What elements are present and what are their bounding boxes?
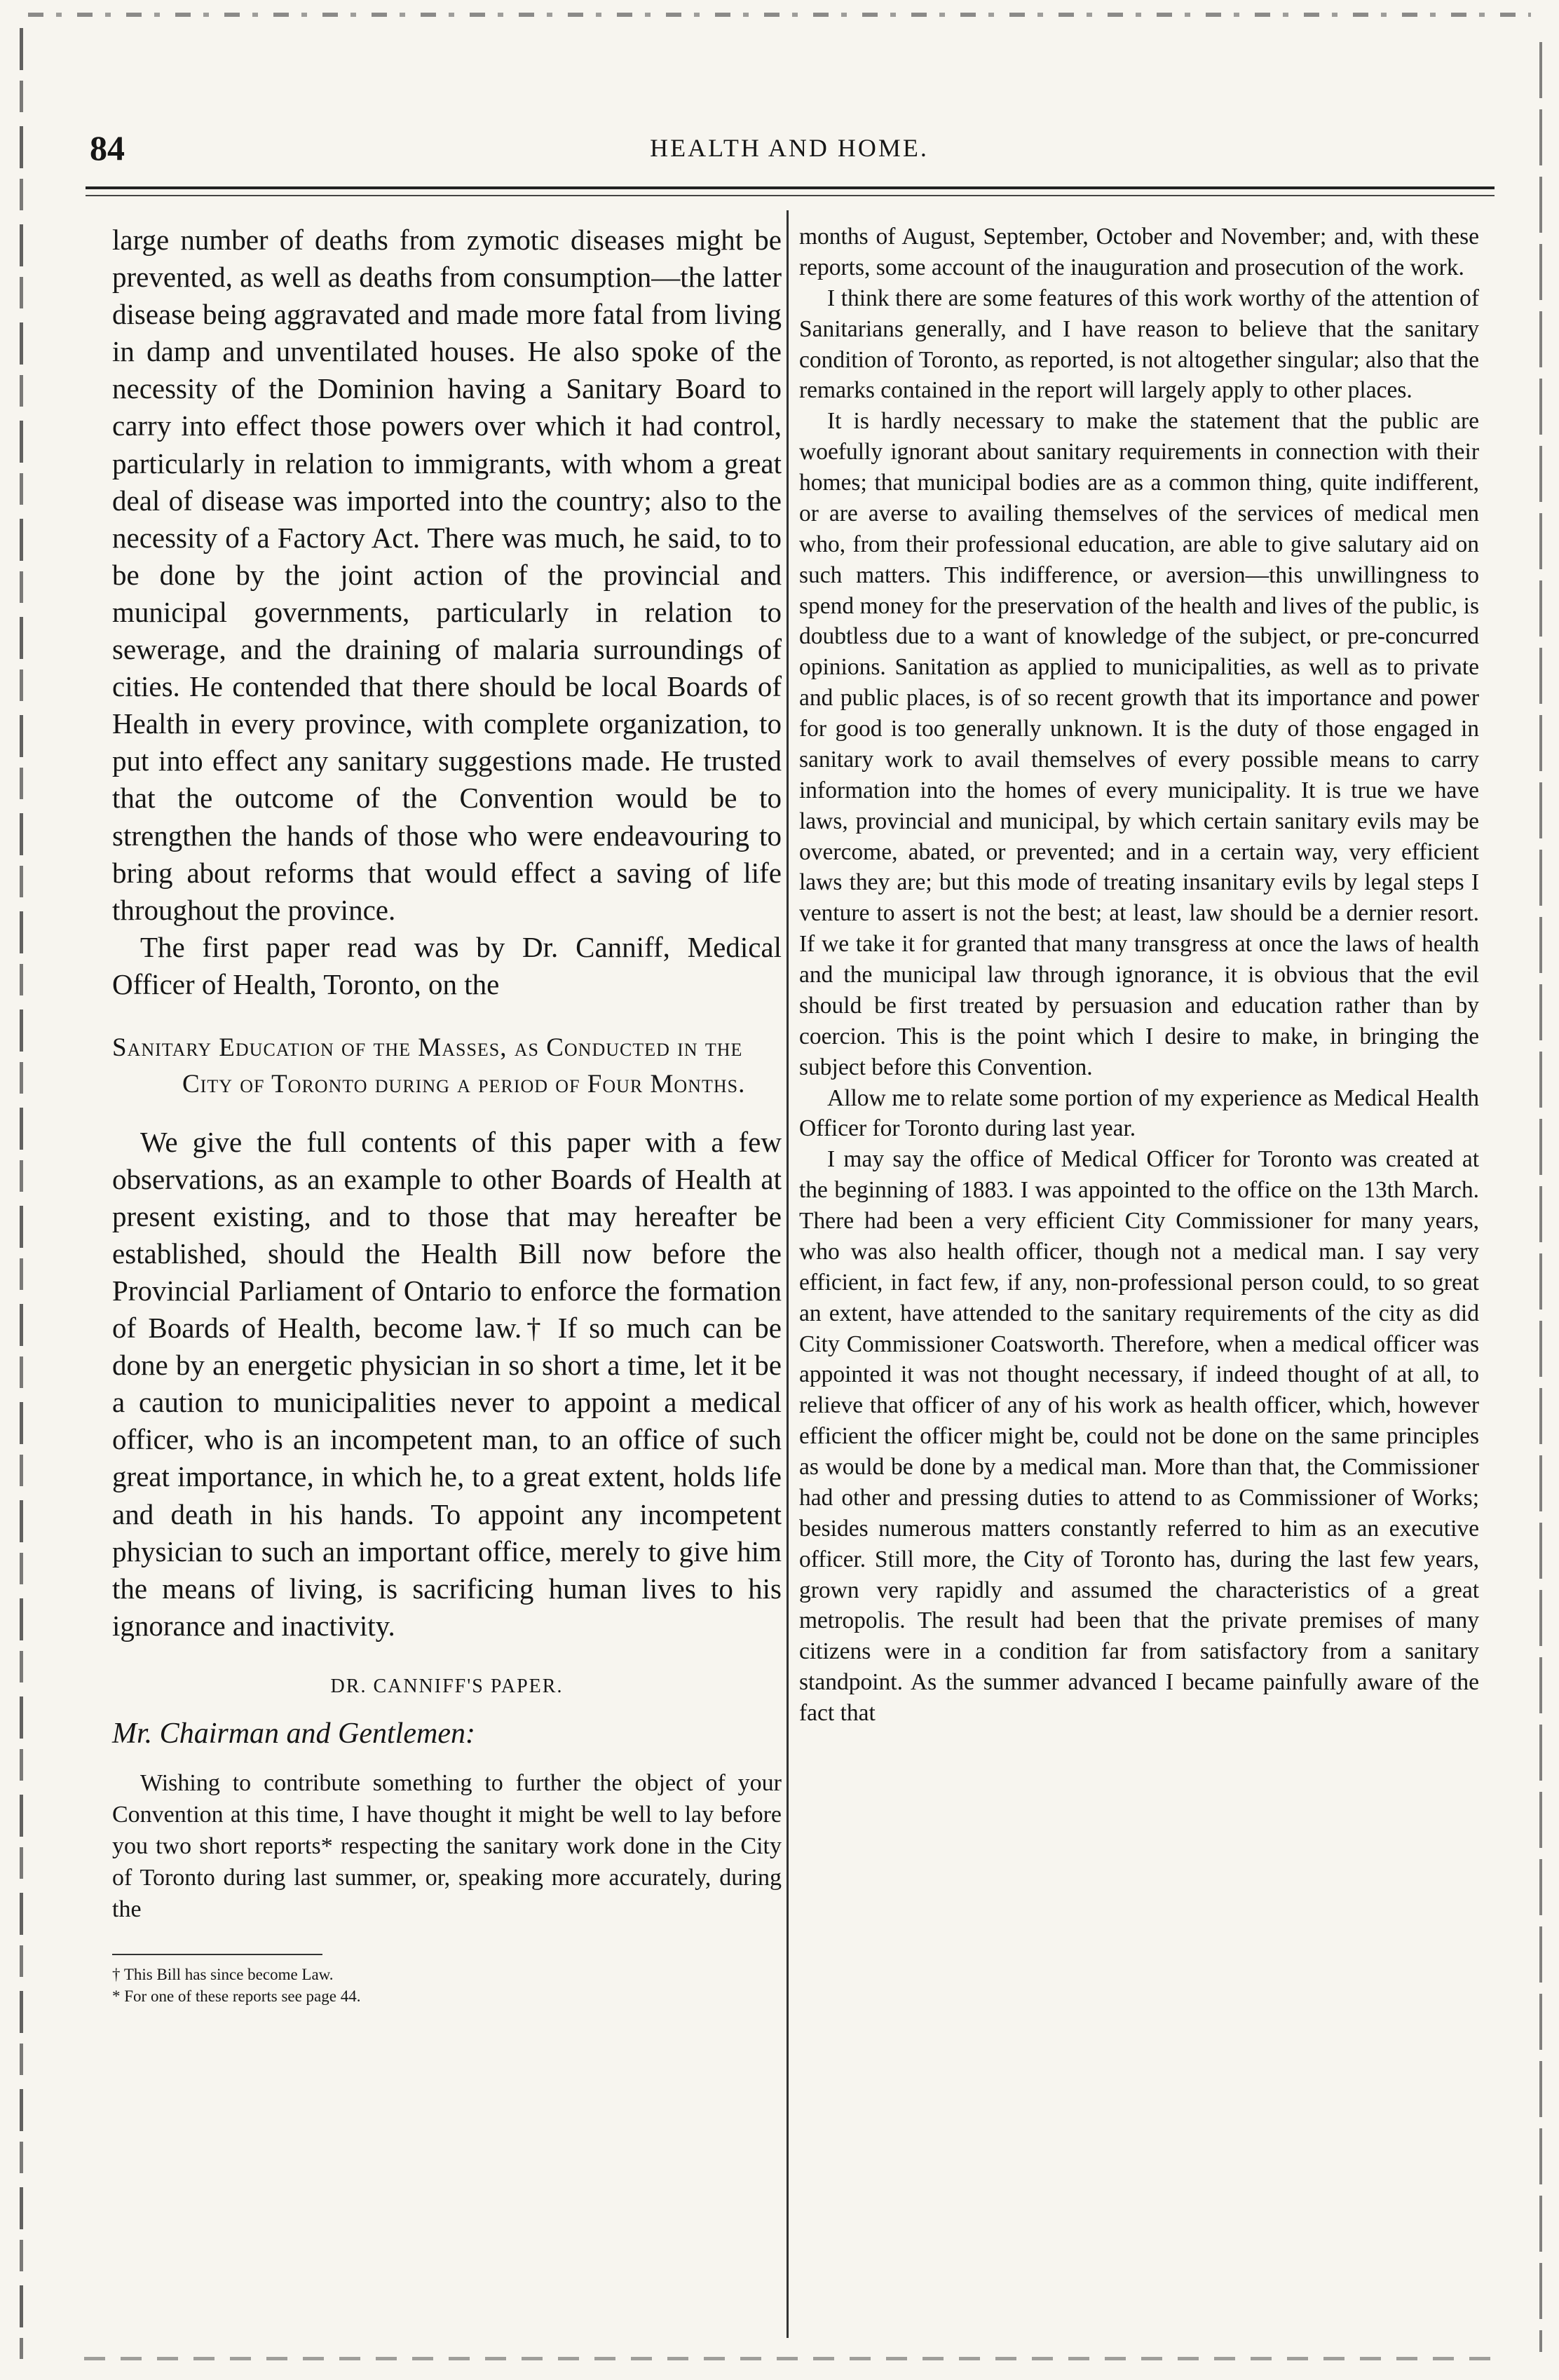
header-rule-thin xyxy=(86,195,1495,196)
body-paragraph: large number of deaths from zymotic diseases might be prevented, as well as deaths from consumption—the latter disease being aggravated and made more fatal from living in damp and unventilated houses. He also spoke of the necessity of the Dominion having a Sanitary Board to carry into effect those powers over which it had control, particularly in relation to immigrants, with whom a great deal of disease was imported into the country; also to the necessity of a Factory Act. There was much, he said, to to be done by the joint action of the provincial and municipal governments, particularly in relation to sewerage, and the draining of malaria surroundings of cities. He contended that there should be local Boards of Health in every province, with complete organization, to put into effect any sanitary suggestions made. He trusted that the outcome of the Convention would be to strengthen the hands of those who were endeavouring to bring about reforms that would effect a saving of life throughout the province. xyxy=(112,224,782,926)
body-paragraph: It is hardly necessary to make the statement that the public are woefully ignorant about sanitary requirements in connection with their homes; that municipal bodies are as a common thing, quite indifferent, or are averse to availing themselves of the services of medical men who, from their professional education, are able to give salutary aid on such matters. This indifference, or aversion—this unwillingness to spend money for the preservation of the health and lives of the public, is doubtless due to a want of knowledge of the subject, or pre-concurred opinions. Sanitation as applied to municipalities, as well as to private and public places, is of so recent growth that its importance and power for good is too generally unknown. It is the duty of those engaged in sanitary work to avail themselves of every possible means to carry information into the homes of every municipality. It is true we have laws, provincial and municipal, by which certain sanitary evils may be overcome, abated, or prevented; and in a certain way, very efficient laws they are; but this mode of treating insanitary evils by legal steps I venture to assert is not the best; at least, law should be a dernier resort. If we take it for granted that many transgress at once the laws of health and the municipal law through ignorance, it is obvious that the evil should be first treated by persuasion and education rather than by coercion. This is the point which I desire to make, in bringing the subject before this Convention. xyxy=(799,408,1479,1080)
body-paragraph: I may say the office of Medical Officer for Toronto was created at the beginning of 1883. I was appointed to the office on the 13th March. There had been a very efficient City Commissioner for many years, who was also health officer, though not a medical man. I say very efficient, in fact few, if any, non-professional person could, to so great an extent, have attended to the sanitary requirements of the city as did City Commissioner Coatsworth. Therefore, when a medical officer was appointed it was not thought necessary, if indeed thought of at all, to relieve that officer of any of his work as health officer, which, however efficient the officer might be, could not be done on the same principles as would be done by a medical man. More than that, the Commissioner had other and pressing duties to attend to as Commissioner of Works; besides numerous matters constantly referred to him as an executive officer. Still more, the City of Toronto has, during the last few years, grown very rapidly and assumed the characteristics of a great metropolis. The result had been that the private premises of many citizens were in a condition far from satisfactory from a sanitary standpoint. As the summer advanced I became painfully aware of the fact that xyxy=(799,1146,1479,1726)
scan-edge-right xyxy=(1539,42,1542,2352)
scan-edge-top xyxy=(28,13,1531,17)
header-rule xyxy=(86,186,1495,189)
left-column xyxy=(112,222,782,2007)
footnote-rule xyxy=(112,1954,322,1955)
article-title: Sanitary Education of the Masses, as Conducted in the City of Toronto during a period of Four Months. xyxy=(112,1033,746,1099)
page-number: 84 xyxy=(90,128,125,168)
running-head: HEALTH AND HOME. xyxy=(650,134,929,162)
body-paragraph: I think there are some features of this work worthy of the attention of Sanitarians generally, and I have reason to believe that the sanitary condition of Toronto, as reported, is not altogether singular; also that the remarks contained in the report will largely apply to other places. xyxy=(799,285,1479,404)
body-paragraph: Allow me to relate some portion of my experience as Medical Health Officer for Toronto during last year. xyxy=(799,1084,1479,1142)
scan-edge-bottom xyxy=(84,2357,1503,2360)
body-paragraph: The first paper read was by Dr. Canniff, Medical Officer of Health, Toronto, on the xyxy=(112,930,782,1000)
scan-edge-left xyxy=(20,28,23,2359)
column-divider xyxy=(787,210,789,2338)
body-paragraph: months of August, September, October and November; and, with these reports, some account of the inauguration and prosecution of the work. xyxy=(799,224,1479,280)
salutation: Mr. Chairman and Gentlemen: xyxy=(112,1718,475,1750)
footnote: * For one of these reports see page 44. xyxy=(112,1987,361,2005)
body-paragraph: We give the full contents of this paper with a few observations, as an example to other Boards of Health at present existing, and to those that may hereafter be established, should the Health Bill now before the Provincial Parliament of Ontario to enforce the formation of Boards of Health, become law.† If so much can be done by an energetic physician in so short a time, let it be a caution to municipalities never to appoint a medical officer, who is an incompetent man, to an office of such great importance, in which he, to a great extent, holds life and death in his hands. To appoint any incompetent physician to such an important office, merely to give him the means of living, is sacrificing human lives to his ignorance and inactivity. xyxy=(112,1125,782,1642)
right-column xyxy=(799,222,1479,1729)
page-header xyxy=(90,128,1489,177)
footnote: † This Bill has since become Law. xyxy=(112,1965,334,1983)
body-paragraph: Wishing to contribute something to further the object of your Convention at this time, I have thought it might be well to lay before you two short reports* respecting the sanitary work done in the City of Toronto during last summer, or, speaking more accurately, during the xyxy=(112,1769,782,1923)
paper-heading: DR. CANNIFF'S PAPER. xyxy=(330,1675,564,1697)
